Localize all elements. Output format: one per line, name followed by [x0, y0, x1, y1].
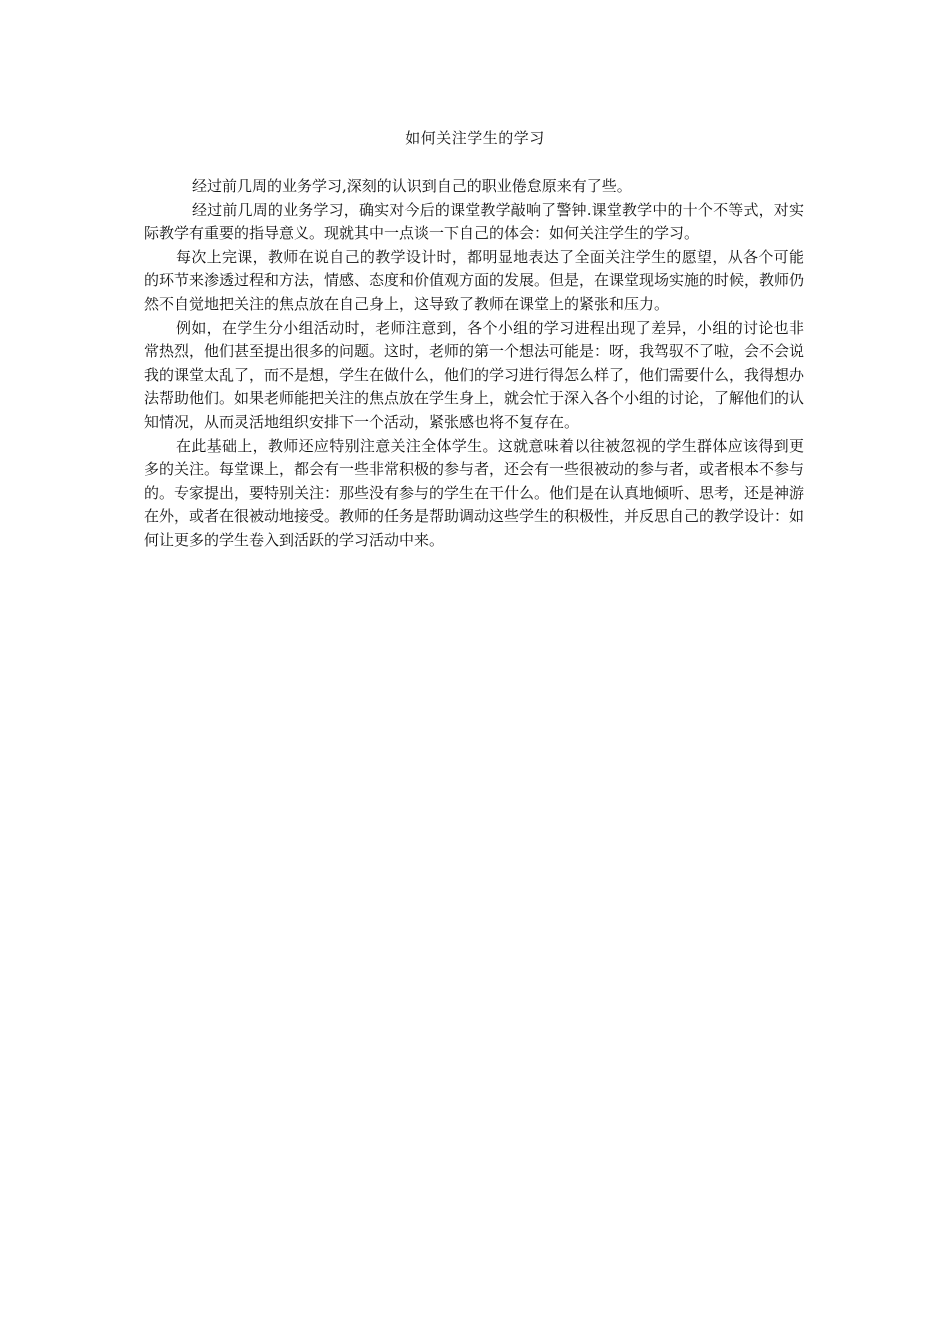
document-title: 如何关注学生的学习	[405, 129, 545, 147]
document-body	[144, 175, 804, 553]
paragraph-intro: 经过前几周的业务学习,深刻的认识到自己的职业倦怠原来有了些。	[192, 177, 632, 195]
paragraph-teaching-design: 每次上完课，教师在说自己的教学设计时，都明显地表达了全面关注学生的愿望，从各个可能的环节来渗透过程和方法，情感、态度和价值观方面的发展。但是，在课堂现场实施的时候，教师仍然不自觉地把关注的焦点放在自己身上，这导致了教师在课堂上的紧张和压力。	[144, 247, 805, 313]
paragraph-all-students: 在此基础上，教师还应特别注意关注全体学生。这就意味着以往被忽视的学生群体应该得到更多的关注。每堂课上，都会有一些非常积极的参与者，还会有一些很被动的参与者，或者根本不参与的。专家提出，要特别关注：那些没有参与的学生在干什么。他们是在认真地倾听、思考，还是神游在外，或者在很被动地接受。教师的任务是帮助调动这些学生的积极性，并反思自己的教学设计：如何让更多的学生卷入到活跃的学习活动中来。	[144, 436, 805, 549]
paragraph-reflection: 经过前几周的业务学习，确实对今后的课堂教学敲响了警钟.课堂教学中的十个不等式，对实际教学有重要的指导意义。现就其中一点谈一下自己的体会：如何关注学生的学习。	[144, 200, 804, 243]
paragraph-example: 例如，在学生分小组活动时，老师注意到，各个小组的学习进程出现了差异，小组的讨论也非常热烈，他们甚至提出很多的问题。这时，老师的第一个想法可能是：呀，我驾驭不了啦，会不会说我的课堂太乱了，而不是想，学生在做什么，他们的学习进行得怎么样了，他们需要什么，我得想办法帮助他们。如果老师能把关注的焦点放在学生身上，就会忙于深入各个小组的讨论，了解他们的认知情况，从而灵活地组织安排下一个活动，紧张感也将不复存在。	[144, 318, 805, 431]
